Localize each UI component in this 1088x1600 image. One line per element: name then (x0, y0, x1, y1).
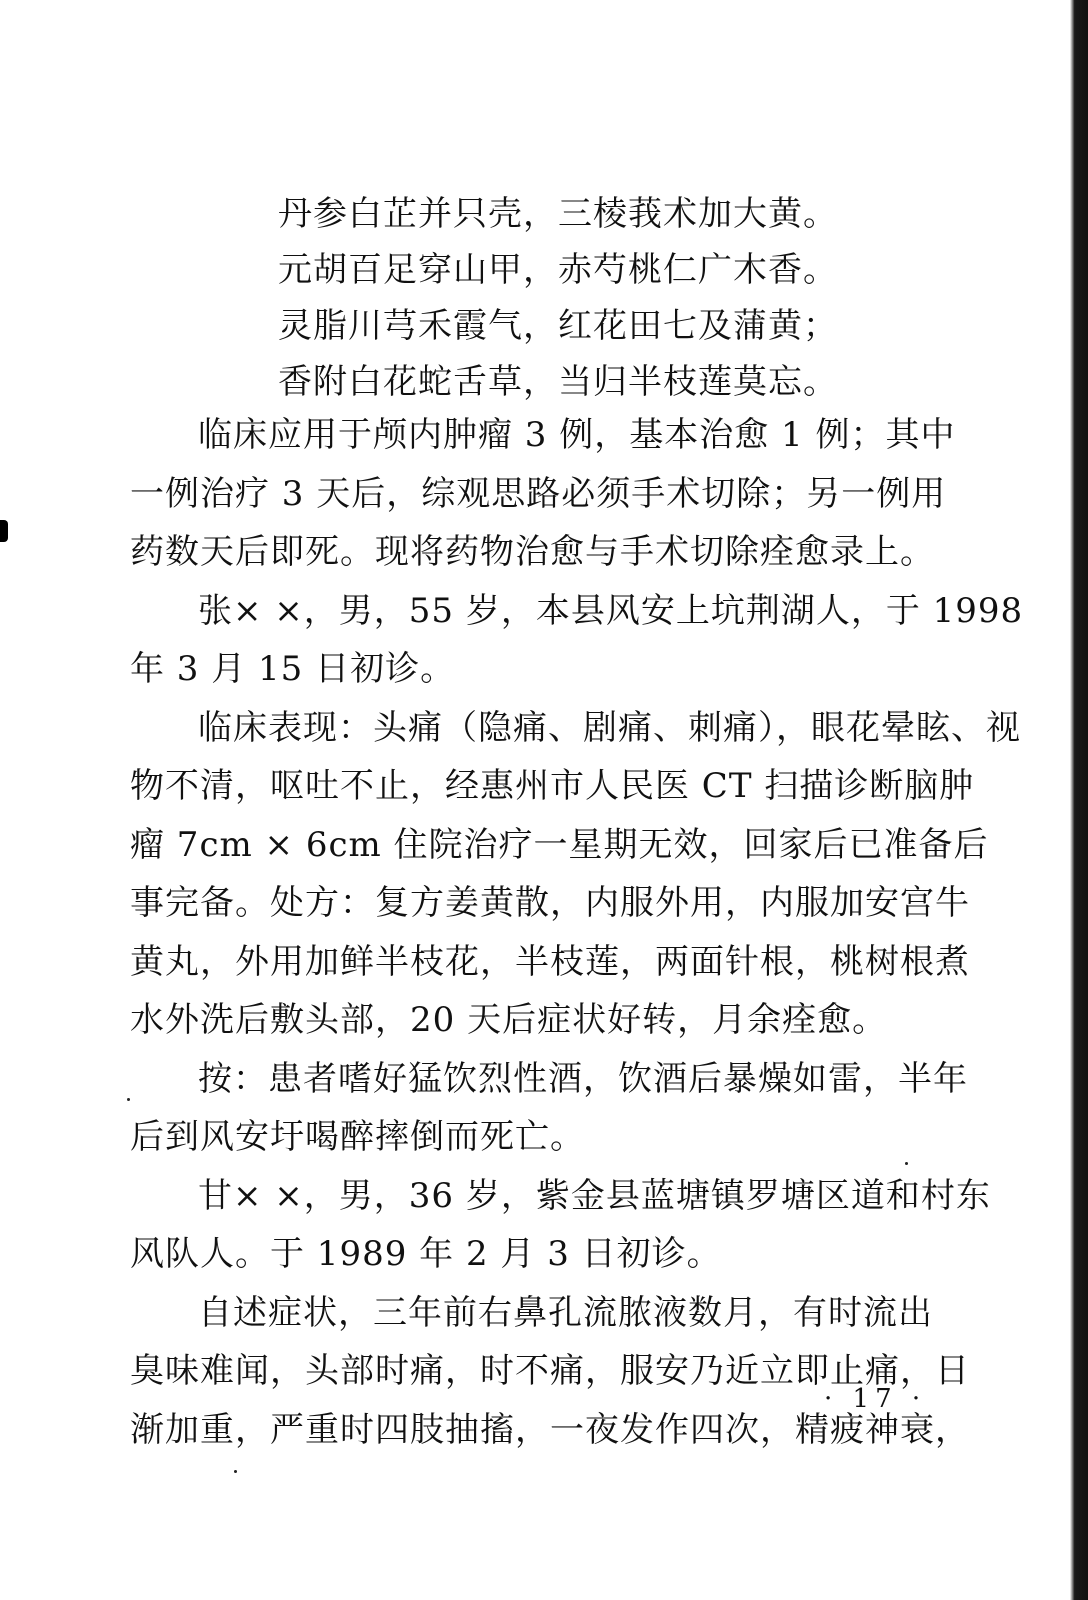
body-text (130, 406, 1024, 1459)
verse-block (278, 186, 838, 410)
scan-speck (234, 1470, 237, 1473)
text-line: 水外洗后敷头部，20 天后症状好转，月余痊愈。 (130, 1000, 888, 1040)
page-number: · 17 · (824, 1384, 927, 1414)
text-line: 事完备。处方：复方姜黄散，内服外用，内服加安宫牛 (130, 883, 970, 923)
text-line: 按：患者嗜好猛饮烈性酒，饮酒后暴燥如雷，半年 (198, 1058, 968, 1099)
text-line: 药数天后即死。现将药物治愈与手术切除痊愈录上。 (130, 532, 935, 572)
text-line: 张× ×，男，55 岁，本县风安上坑荆湖人，于 1998 (198, 590, 1024, 631)
text-line: 自述症状，三年前右鼻孔流脓液数月，有时流出 (198, 1292, 933, 1333)
binding-mark (0, 520, 8, 542)
text-line: 瘤 7cm × 6cm 住院治疗一星期无效，回家后已准备后 (130, 824, 989, 865)
text-line: 渐加重，严重时四肢抽搐，一夜发作四次，精疲神衰， (130, 1409, 970, 1450)
text-line: 临床应用于颅内肿瘤 3 例，基本治愈 1 例；其中 (198, 415, 956, 455)
text-line: 黄丸，外用加鲜半枝花，半枝莲，两面针根，桃树根煮 (130, 941, 970, 982)
page-edge-shadow (1058, 0, 1088, 1600)
text-line: 物不清，呕吐不止，经惠州市人民医 CT 扫描诊断脑肿 (130, 766, 975, 806)
verse-line: 丹参白芷并只壳，三棱莪术加大黄。 (278, 194, 838, 234)
verse-line: 灵脂川芎禾霞气，红花田七及蒲黄； (278, 306, 838, 346)
text-line: 臭味难闻，头部时痛，时不痛，服安乃近立即止痛，日 (130, 1351, 970, 1391)
text-line: 后到风安圩喝醉摔倒而死亡。 (130, 1117, 585, 1157)
text-line: 甘× ×，男，36 岁，紫金县蓝塘镇罗塘区道和村东 (198, 1175, 991, 1216)
text-line: 临床表现：头痛（隐痛、剧痛、刺痛），眼花晕眩、视 (198, 707, 1021, 748)
verse-line: 香附白花蛇舌草，当归半枝莲莫忘。 (278, 362, 838, 402)
text-line: 一例治疗 3 天后，综观思路必须手术切除；另一例用 (130, 473, 947, 514)
verse-line: 元胡百足穿山甲，赤芍桃仁广木香。 (278, 250, 838, 290)
text-line: 风队人。于 1989 年 2 月 3 日初诊。 (130, 1234, 722, 1274)
text-line: 年 3 月 15 日初诊。 (130, 649, 456, 689)
